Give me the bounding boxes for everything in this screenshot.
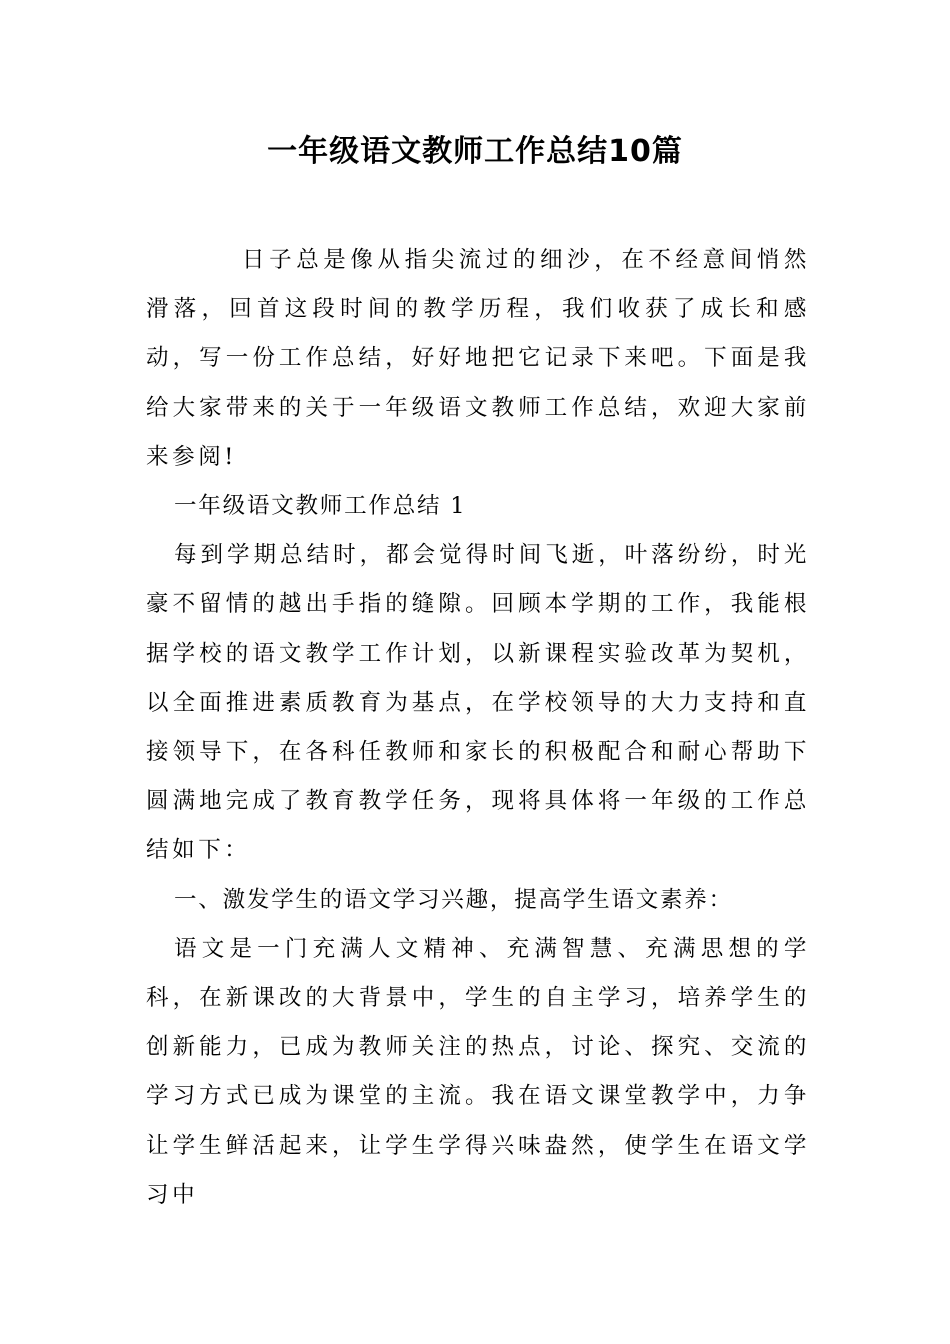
body-paragraph-2: 语文是一门充满人文精神、充满智慧、充满思想的学科，在新课改的大背景中，学生的自主学习，培养学生的创新能力，已成为教师关注的热点，讨论、探究、交流的学习方式已成为课堂的主流。我在语文课堂教学中，力争让学生鲜活起来，让学生学得兴味盎然，使学生在语文学习中 (146, 935, 810, 1208)
subheading-1: 一、激发学生的语文学习兴趣，提高学生语文素养： (174, 886, 733, 913)
body-paragraph-1: 每到学期总结时，都会觉得时间飞逝，叶落纷纷，时光豪不留情的越出手指的缝隙。回顾本学期的工作，我能根据学校的语文教学工作计划，以新课程实验改革为契机，以全面推进素质教育为基点，在学校领导的大力支持和直接领导下，在各科任教师和家长的积极配合和耐心帮助下圆满地完成了教育教学任务，现将具体将一年级的工作总结如下： (146, 542, 810, 864)
document-title: 一年级语文教师工作总结10篇 (267, 134, 683, 169)
document-body (146, 236, 810, 1220)
section-heading: 一年级语文教师工作总结 1 (174, 493, 467, 520)
intro-paragraph: 日子总是像从指尖流过的细沙，在不经意间悄然滑落，回首这段时间的教学历程，我们收获了成长和感动，写一份工作总结，好好地把它记录下来吧。下面是我给大家带来的关于一年级语文教师工作总结，欢迎大家前来参阅! (146, 247, 810, 470)
